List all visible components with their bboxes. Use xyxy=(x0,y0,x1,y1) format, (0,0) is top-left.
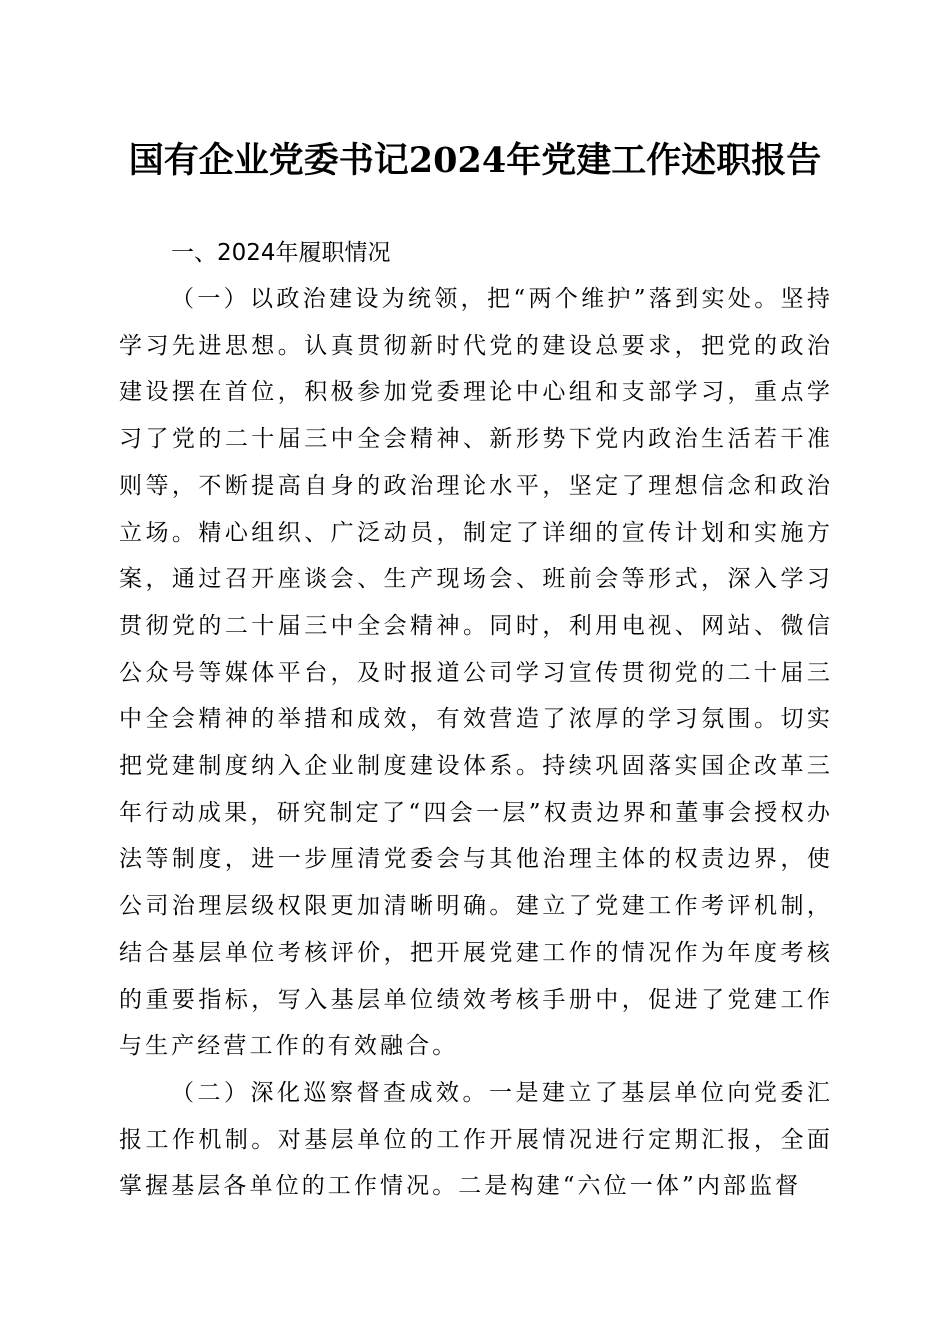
section-heading: 一、2024年履职情况 xyxy=(171,240,391,266)
body-paragraph-2: （二）深化巡察督查成效。一是建立了基层单位向党委汇报工作机制。对基层单位的工作开展情况进行定期汇报，全面掌握基层各单位的工作情况。二是构建“六位一体”内部监督 xyxy=(119,1079,833,1200)
document-title: 国有企业党委书记2024年党建工作述职报告 xyxy=(128,140,822,181)
body-paragraph-1: （一）以政治建设为统领，把“两个维护”落到实处。坚持学习先进思想。认真贯彻新时代党的建设总要求，把党的政治建设摆在首位，积极参加党委理论中心组和支部学习，重点学习了党的二十届三中全会精神、新形势下党内政治生活若干准则等，不断提高自身的政治理论水平，坚定了理想信念和政治立场。精心组织、广泛动员，制定了详细的宣传计划和实施方案，通过召开座谈会、生产现场会、班前会等形式，深入学习贯彻党的二十届三中全会精神。同时，利用电视、网站、微信公众号等媒体平台，及时报道公司学习宣传贯彻党的二十届三中全会精神的举措和成效，有效营造了浓厚的学习氛围。切实把党建制度纳入企业制度建设体系。持续巩固落实国企改革三年行动成果，研究制定了“四会一层”权责边界和董事会授权办法等制度，进一步厘清党委会与其他治理主体的权责边界，使公司治理层级权限更加清晰明确。建立了党建工作考评机制，结合基层单位考核评价，把开展党建工作的情况作为年度考核的重要指标，写入基层单位绩效考核手册中，促进了党建工作与生产经营工作的有效融合。 xyxy=(119,286,833,1060)
document-body xyxy=(119,230,833,1210)
